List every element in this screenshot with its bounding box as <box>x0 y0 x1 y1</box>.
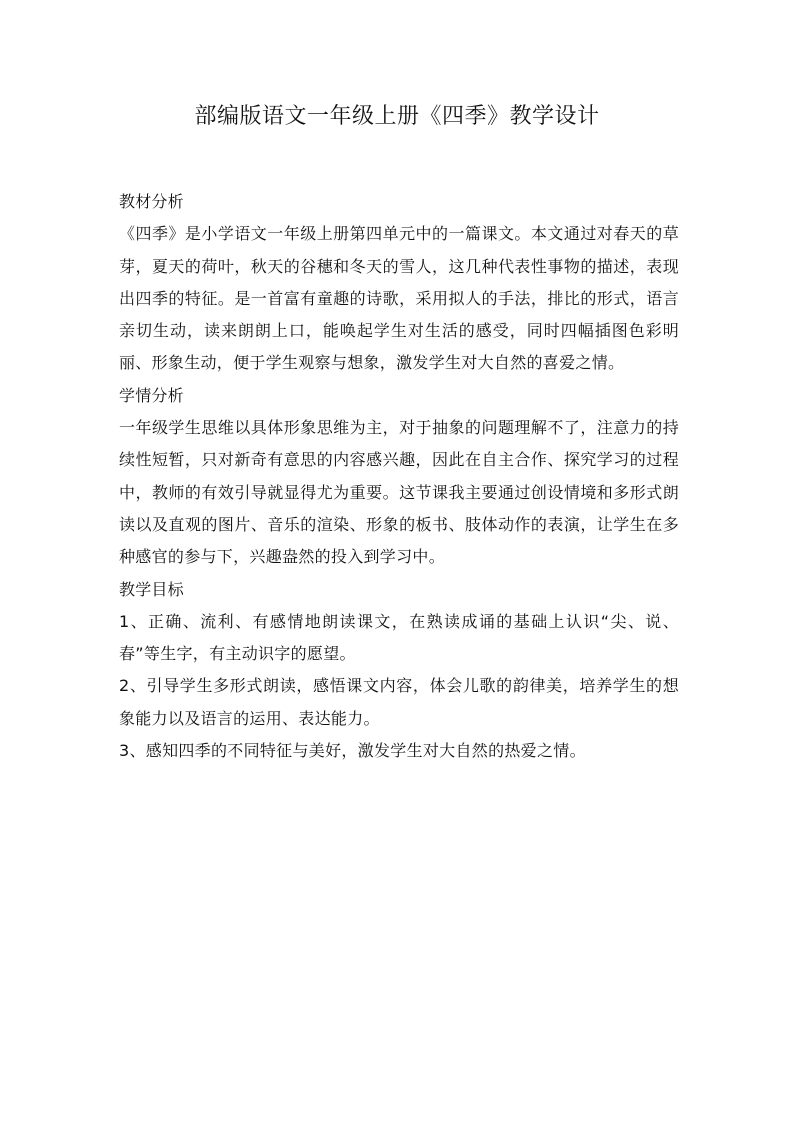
section-paragraph: 一年级学生思维以具体形象思维为主，对于抽象的问题理解不了，注意力的持续性短暂，只对新奇有意思的内容感兴趣，因此在自主合作、探究学习的过程中，教师的有效引导就显得尤为重要。这节课我主要通过创设情境和多形式朗读以及直观的图片、音乐的渲染、形象的板书、肢体动作的表演，让学生在多种感官的参与下，兴趣盎然的投入到学习中。 <box>119 418 679 567</box>
section-paragraph: 《四季》是小学语文一年级上册第四单元中的一篇课文。本文通过对春天的草芽，夏天的荷叶，秋天的谷穗和冬天的雪人，这几种代表性事物的描述，表现出四季的特征。是一首富有童趣的诗歌，采用拟人的手法，排比的形式，语言亲切生动，读来朗朗上口，能唤起学生对生活的感受，同时四幅插图色彩明丽、形象生动，便于学生观察与想象，激发学生对大自然的喜爱之情。 <box>119 224 679 373</box>
goal-item: 3、感知四季的不同特征与美好，激发学生对大自然的热爱之情。 <box>119 741 586 761</box>
section-heading: 教学目标 <box>119 579 184 599</box>
section-heading: 教材分析 <box>119 192 184 211</box>
goal-item: 2、引导学生多形式朗读，感悟课文内容，体会儿歌的韵律美，培养学生的想象能力以及语言的运用、表达能力。 <box>119 676 679 728</box>
section-heading: 学情分析 <box>119 385 184 405</box>
section-textbook-analysis <box>119 186 679 380</box>
document-title: 部编版语文一年级上册《四季》教学设计 <box>194 104 600 129</box>
section-teaching-goals <box>119 574 679 768</box>
goal-item: 1、正确、流利、有感情地朗读课文，在熟读成诵的基础上认识“尖、说、春”等生字，有主动识字的愿望。 <box>119 611 679 664</box>
document-body <box>119 186 679 767</box>
section-student-analysis <box>119 380 679 574</box>
